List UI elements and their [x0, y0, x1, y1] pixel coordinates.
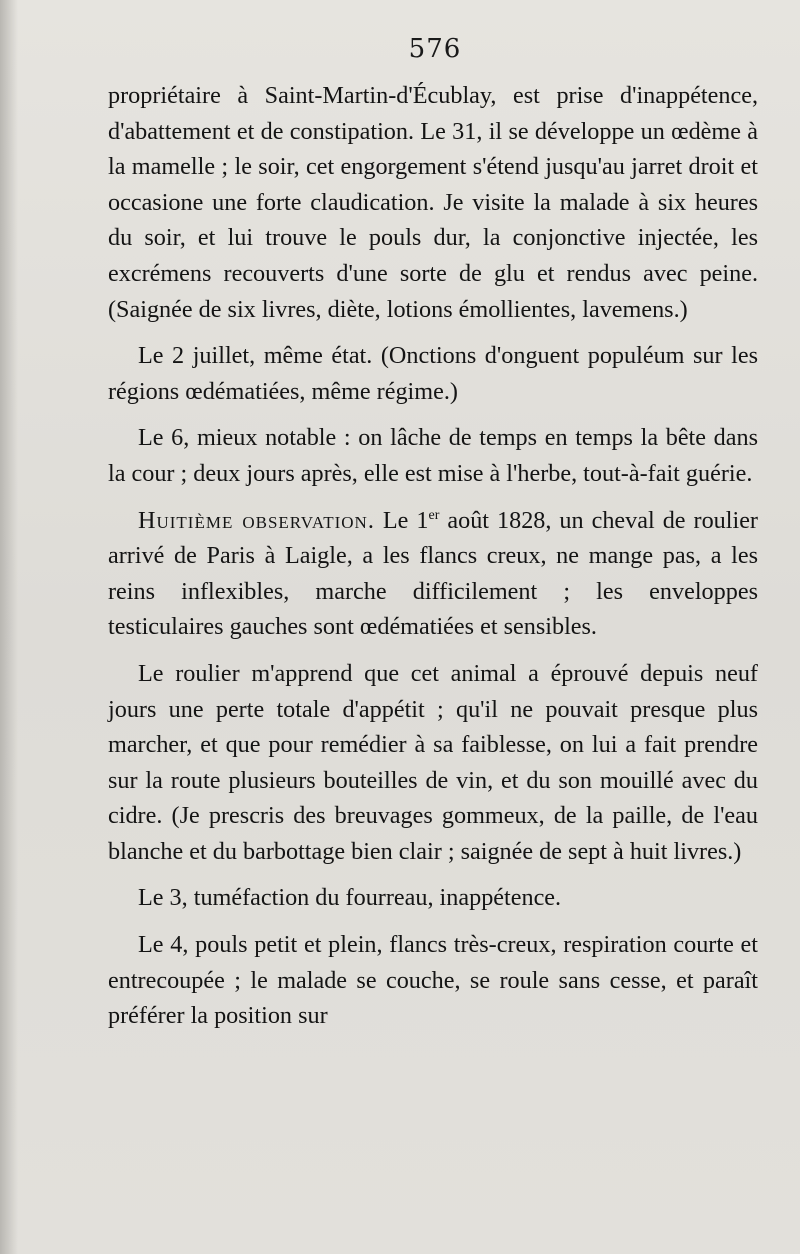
paragraph-7 — [108, 927, 758, 1034]
paragraph-3-text: Le 6, mieux notable : on lâche de temps en temps la bête dans la cour ; deux jours après, elle est mise à l'herbe, tout-à-fait guérie. — [108, 424, 758, 487]
observation-heading: Huitième observation. — [138, 506, 375, 534]
paragraph-5-text: Le roulier m'apprend que cet animal a éprouvé depuis neuf jours une perte totale d'appétit ; qu'il ne pouvait presque plus marcher, et que pour remédier à sa faiblesse, on lui a fait prendre sur la route plusieurs bouteilles de vin, et du son mouillé avec du cidre. (Je prescris des breuvages gommeux, de la paille, de l'eau blanche et du barbottage bien clair ; saignée de sept à huit livres.) — [108, 659, 758, 865]
paragraph-6 — [108, 880, 758, 916]
paragraph-3 — [108, 420, 758, 491]
paragraph-1-text: propriétaire à Saint-Martin-d'Écublay, est prise d'inappétence, d'abattement et de constipation. Le 31, il se développe un œdème à la mamelle ; le soir, cet engorgement s'étend jusqu'au jarret droit et occasione une forte claudication. Je visite la malade à six heures du soir, et lui trouve le pouls dur, la conjonctive injectée, les excrémens recouverts d'une sorte de glu et rendus avec peine. (Saignée de six livres, diète, lotions émollientes, lavemens.) — [108, 82, 758, 323]
paragraph-4 — [108, 503, 758, 645]
paragraph-4-text-b: août 1828, un cheval de roulier arrivé de Paris à Laigle, a les flancs creux, ne mange pas, a les reins inflexibles, marche difficilement ; les enveloppes testiculaires gauches sont œdématiées et sensibles. — [108, 506, 758, 641]
paragraph-7-text: Le 4, pouls petit et plein, flancs très-creux, respiration courte et entrecoupée ; le malade se couche, se roule sans cesse, et paraît préférer la position sur — [108, 931, 758, 1030]
paragraph-2 — [108, 338, 758, 409]
page-edge-shadow — [0, 0, 18, 1254]
paragraph-4-text-a: Le 1 — [374, 506, 429, 534]
body-text — [108, 78, 758, 1045]
paragraph-6-text: Le 3, tuméfaction du fourreau, inappétence. — [138, 884, 562, 912]
paragraph-5 — [108, 656, 758, 870]
ordinal-superscript: er — [428, 507, 440, 523]
paragraph-2-text: Le 2 juillet, même état. (Onctions d'onguent populéum sur les régions œdématiées, même régime.) — [108, 342, 758, 405]
page-number: 576 — [408, 34, 462, 64]
paragraph-1 — [108, 78, 758, 327]
